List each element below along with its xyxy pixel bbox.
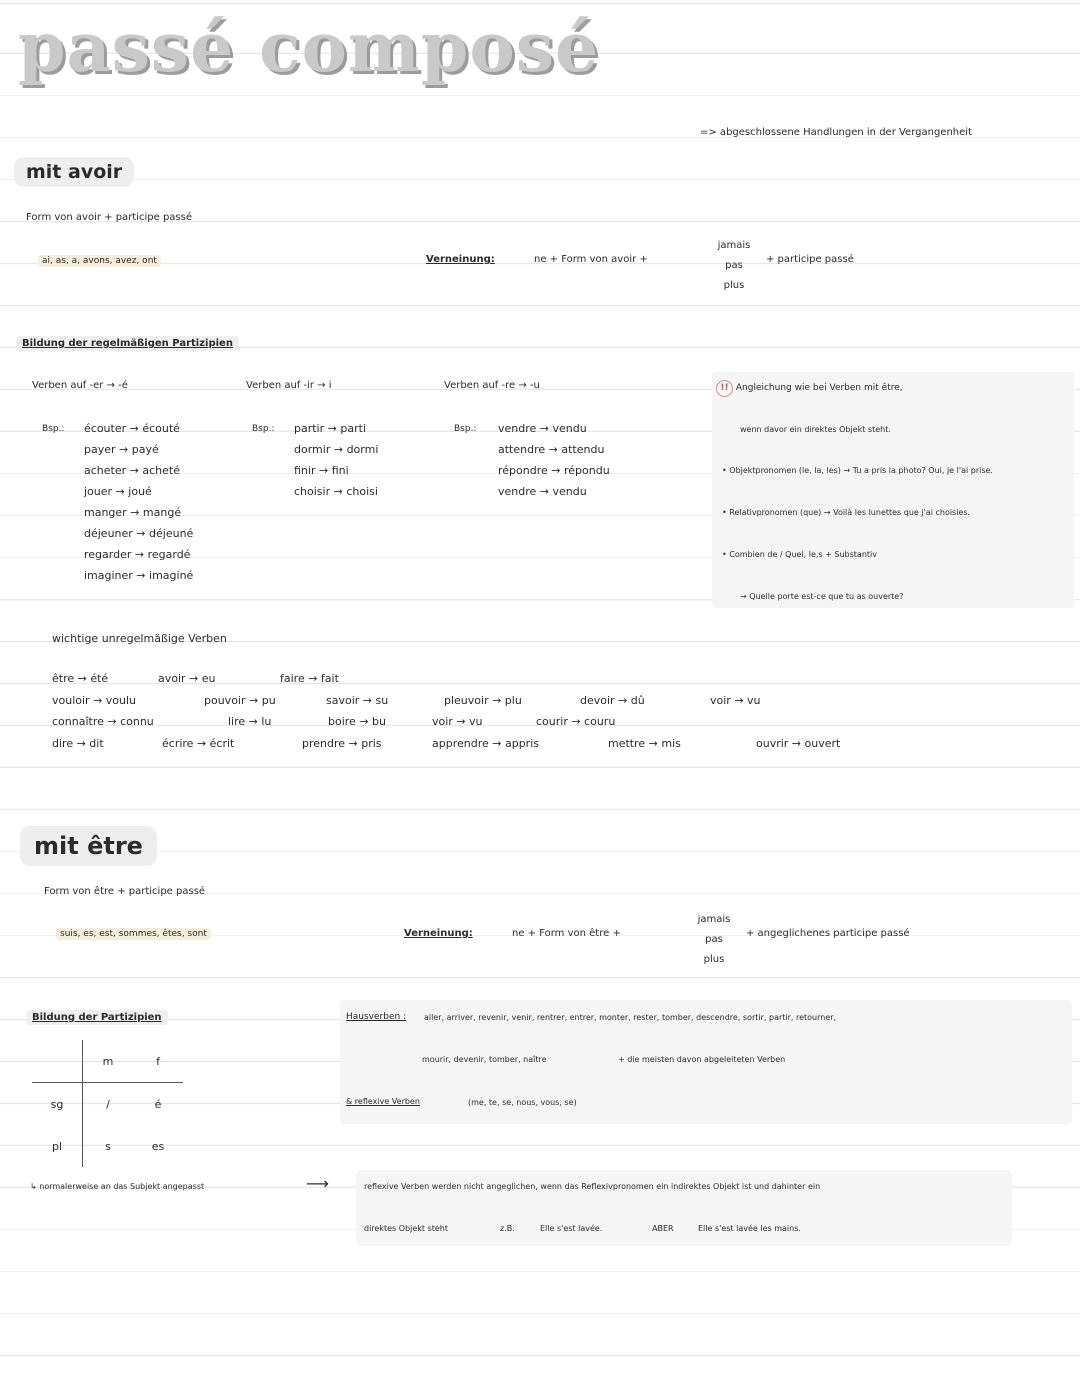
list-item: déjeuner → déjeuné [84, 527, 194, 540]
irregular-verb: voir → vu [710, 694, 761, 707]
reflexive-rule-2a: direktes Objekt steht [364, 1224, 449, 1233]
list-item: finir → fini [294, 464, 349, 477]
hausverben-label: Hausverben : [346, 1012, 407, 1022]
hausverben-list-2: mourir, devenir, tomber, naître [422, 1055, 547, 1064]
list-item: regarder → regardé [84, 548, 191, 561]
irregular-verb: vouloir → voulu [52, 694, 137, 707]
irregular-verb: apprendre → appris [432, 737, 539, 750]
page-title: passé composé [18, 8, 600, 88]
group-er-list [84, 418, 193, 586]
section-heading-etre: mit être [20, 826, 157, 866]
irregular-verb: devoir → dû [580, 694, 645, 707]
hausverben-derived: + die meisten davon abgeleiteten Verben [618, 1055, 786, 1064]
agreement-heading [716, 380, 903, 397]
irregular-verb: pleuvoir → plu [444, 694, 522, 707]
table-header: m [83, 1040, 134, 1083]
regular-participles-heading: Bildung der regelmäßigen Partizipien [16, 336, 239, 351]
negation-option-jamais: jamais [697, 914, 731, 925]
etre-participles-heading: Bildung der Partizipien [26, 1010, 168, 1025]
irregular-verb: voir → vu [432, 715, 483, 728]
reflexive-example-1: Elle s'est lavée. [540, 1224, 603, 1233]
irregular-verb: pouvoir → pu [204, 694, 276, 707]
table-row [32, 1125, 183, 1167]
list-item: imaginer → imaginé [84, 569, 194, 582]
avoir-negation-label: Verneinung: [426, 254, 495, 265]
negation-option-pas: pas [725, 260, 743, 271]
irregular-verb: avoir → eu [158, 672, 216, 685]
agreement-endings-table [32, 1040, 183, 1167]
list-item: jouer → joué [84, 485, 152, 498]
negation-option-plus: plus [723, 280, 745, 291]
warning-icon: !! [716, 380, 733, 397]
irregular-verb: dire → dit [52, 737, 104, 750]
table-header: f [133, 1040, 183, 1083]
irregular-verb: mettre → mis [608, 737, 681, 750]
list-item: vendre → vendu [498, 422, 587, 435]
agreement-point-2: • Relativpronomen (que) → Voilà les lunettes que j'ai choisies. [722, 508, 971, 517]
etre-negation-end: + angeglichenes participe passé [746, 928, 910, 939]
definition-note: => abgeschlossene Handlungen in der Vergangenheit [700, 127, 972, 138]
agreement-example: → Quelle porte est-ce que tu as ouverte? [740, 592, 904, 601]
avoir-conjugation: ai, as, a, avons, avez, ont [38, 255, 161, 267]
etre-form-rule: Form von être + participe passé [44, 886, 206, 897]
negation-option-pas: pas [705, 934, 723, 945]
section-heading-avoir: mit avoir [14, 157, 134, 187]
list-item: répondre → répondu [498, 464, 610, 477]
table-cell: / [83, 1083, 134, 1126]
list-item: écouter → écouté [84, 422, 180, 435]
agreement-point-3: • Combien de / Quel, le,s + Substantiv [722, 550, 877, 559]
table-row [32, 1083, 183, 1126]
irregular-verb: être → été [52, 672, 109, 685]
list-item: manger → mangé [84, 506, 182, 519]
list-item: choisir → choisi [294, 485, 378, 498]
etre-negation-rule: ne + Form von être + [512, 928, 621, 939]
avoir-form-rule: Form von avoir + participe passé [26, 212, 193, 223]
list-item: payer → payé [84, 443, 159, 456]
group-re-prefix: Bsp.: [454, 424, 477, 434]
table-cell: es [151, 1139, 165, 1153]
avoir-negation-options [716, 236, 752, 296]
table-cell: é [154, 1097, 162, 1111]
irregular-verb: prendre → pris [302, 737, 382, 750]
irregular-verb: lire → lu [228, 715, 272, 728]
list-item: partir → parti [294, 422, 366, 435]
irregular-verb: courir → couru [536, 715, 616, 728]
etre-negation-label: Verneinung: [404, 928, 473, 939]
irregular-verb: boire → bu [328, 715, 386, 728]
negation-option-jamais: jamais [717, 240, 751, 251]
list-item: dormir → dormi [294, 443, 379, 456]
group-re-head: Verben auf -re → -u [444, 380, 540, 391]
avoir-negation-rule: ne + Form von avoir + [534, 254, 648, 265]
irregular-verb: faire → fait [280, 672, 339, 685]
group-er-head: Verben auf -er → -é [32, 380, 128, 391]
reflexive-pronouns: (me, te, se, nous, vous, se) [468, 1098, 577, 1107]
group-ir-prefix: Bsp.: [252, 424, 275, 434]
reflexive-example-2: Elle s'est lavée les mains. [698, 1224, 801, 1233]
irregular-verb: ouvrir → ouvert [756, 737, 841, 750]
irregular-verb: savoir → su [326, 694, 389, 707]
group-er-prefix: Bsp.: [42, 424, 65, 434]
irregular-verb: connaître → connu [52, 715, 154, 728]
reflexive-verbs-label: & reflexive Verben [346, 1097, 420, 1106]
agreement-condition: wenn davor ein direktes Objekt steht. [740, 425, 891, 434]
agreement-head-text: Angleichung wie bei Verben mit être, [735, 383, 903, 393]
negation-option-plus: plus [703, 954, 725, 965]
etre-conjugation: suis, es, est, sommes, êtes, sont [56, 928, 211, 940]
long-arrow-icon: ⟶ [306, 1174, 329, 1193]
hausverben-list-1: aller, arriver, revenir, venir, rentrer, entrer, monter, rester, tomber, descendre, sortir, partir, retourner, [424, 1013, 837, 1022]
reflexive-aber: ABER [652, 1224, 674, 1233]
table-cell: s [83, 1125, 134, 1167]
irregular-heading: wichtige unregelmäßige Verben [52, 632, 227, 645]
list-item: vendre → vendu [498, 485, 587, 498]
group-ir-list [294, 418, 378, 502]
avoir-negation-end: + participe passé [766, 254, 854, 265]
table-row-label: sg [50, 1097, 64, 1111]
normal-agreement-note: ↳ normalerweise an das Subjekt angepasst [30, 1182, 205, 1191]
reflexive-rule-1: reflexive Verben werden nicht angeglichen, wenn das Reflexivpronomen ein indirektes Objekt ist und dahinter ein [364, 1182, 821, 1191]
group-re-list [498, 418, 610, 502]
table-row-label: pl [51, 1139, 63, 1153]
list-item: attendre → attendu [498, 443, 605, 456]
irregular-verb: écrire → écrit [162, 737, 235, 750]
reflexive-rule-2b: z.B. [500, 1224, 515, 1233]
group-ir-head: Verben auf -ir → i [246, 380, 332, 391]
agreement-panel [712, 372, 1074, 608]
etre-negation-options [696, 910, 732, 970]
agreement-point-1: • Objektpronomen (le, la, les) → Tu a pris la photo? Oui, je l'ai prise. [722, 466, 993, 475]
list-item: acheter → acheté [84, 464, 180, 477]
